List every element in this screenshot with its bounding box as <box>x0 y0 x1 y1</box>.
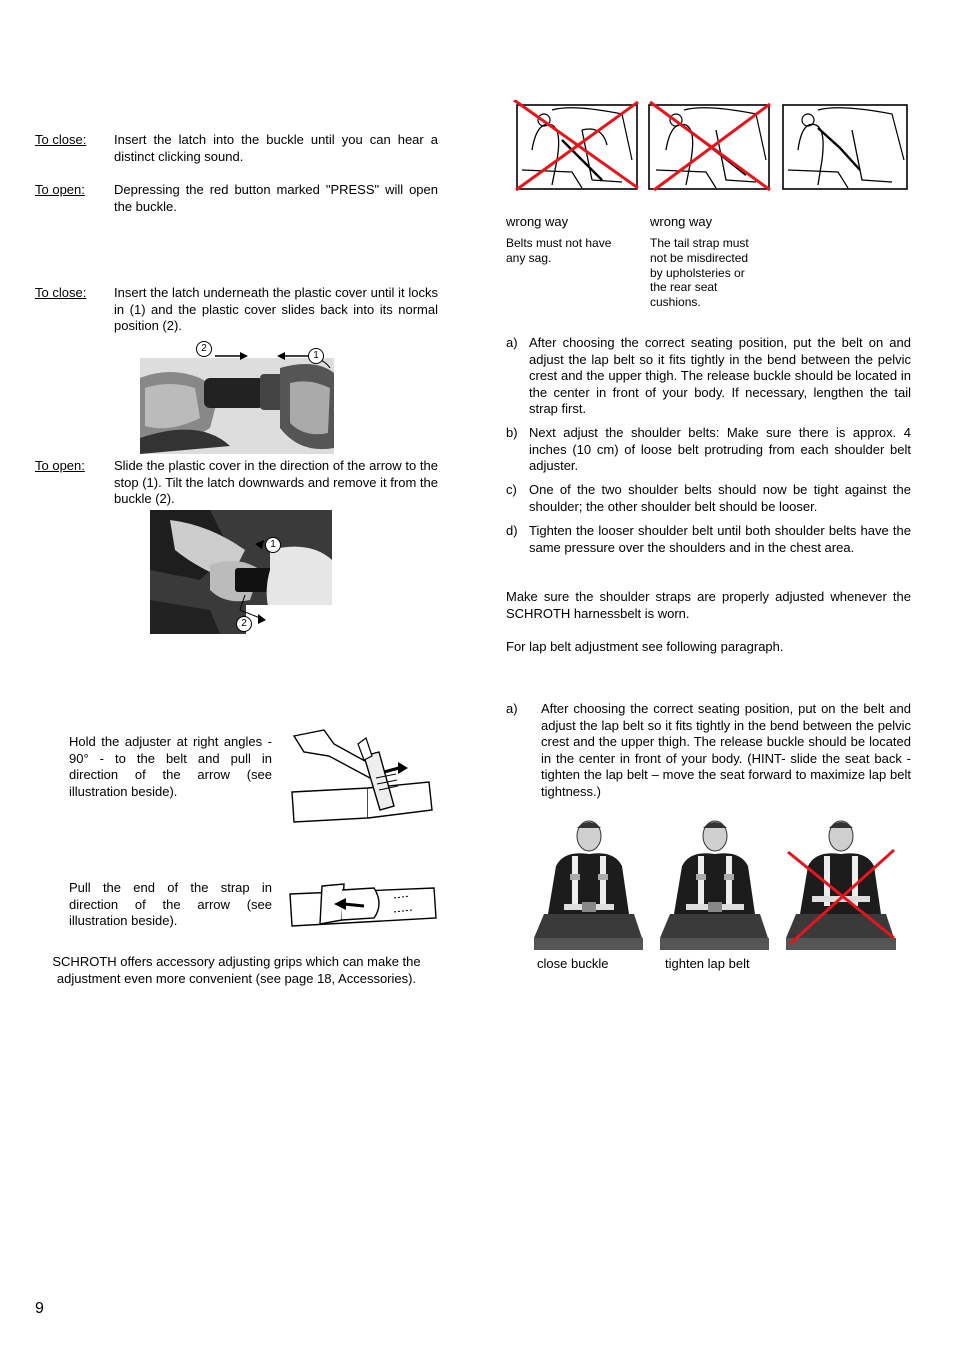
marker-1: 1 <box>265 537 281 553</box>
list-item <box>506 335 911 419</box>
marker-2: 2 <box>196 341 212 357</box>
car-seat-wrong-sag-illustration <box>512 100 642 195</box>
list-text: One of the two shoulder belts should now be tight against the shoulder; the other shoulder belt should be looser. <box>529 482 911 514</box>
car-seat-correct-illustration <box>780 100 914 195</box>
list-letter: c) <box>506 482 517 497</box>
adjusting-grips-note: SCHROTH offers accessory adjusting grips which can make the adjustment even more convenient (see page 18, Accessories). <box>52 954 421 986</box>
latch-open-illustration <box>150 510 332 634</box>
to-close-label: To close: <box>35 285 87 300</box>
latch-close-illustration <box>140 338 334 454</box>
buckle1-open-text: Depressing the red button marked "PRESS" will open the buckle. <box>114 182 438 214</box>
list-item <box>506 425 911 475</box>
caption-tighten-lap-belt: tighten lap belt <box>665 956 750 971</box>
tighten-lap-belt-photo <box>660 814 769 950</box>
adjuster-tighten-illustration <box>284 876 438 946</box>
adjuster-loosen-illustration <box>284 726 438 824</box>
list-item <box>506 482 911 516</box>
shoulder-straps-reminder: Make sure the shoulder straps are properly adjusted whenever the SCHROTH harnessbelt is worn. <box>506 589 911 621</box>
list-letter: d) <box>506 523 518 538</box>
list-text: After choosing the correct seating position, put the belt on and adjust the lap belt so it fits tightly in the bend between the pelvic crest and the upper thigh. The release buckle should be located in the center in front of your body. If necessary, lengthen the tail strap first. <box>529 335 911 416</box>
caption-wrong-way-1: wrong way <box>506 214 569 229</box>
buckle2-close-text: Insert the latch underneath the plastic cover until it locks in (1) and the plastic cover slides back into its normal position (2). <box>114 285 438 333</box>
adjuster-loosen-text: Hold the adjuster at right angles - 90° - to the belt and pull in direction of the arrow (see illustration beside). <box>69 734 272 799</box>
buckle1-close-text: Insert the latch into the buckle until you can hear a distinct clicking sound. <box>114 132 438 164</box>
to-open-label: To open: <box>35 458 85 473</box>
buckle2-open-text: Slide the plastic cover in the direction of the arrow to the stop (1). Tilt the latch downwards and remove it from the buckle (2). <box>114 458 438 506</box>
marker-1: 1 <box>308 348 324 364</box>
list-letter: a) <box>506 335 518 350</box>
marker-2: 2 <box>236 616 252 632</box>
list-letter: a) <box>506 701 518 716</box>
list-text: Tighten the looser shoulder belt until both shoulder belts have the same pressure over the shoulders and in the chest area. <box>529 523 911 555</box>
close-buckle-photo <box>534 814 643 950</box>
list-item <box>506 701 911 801</box>
caption-wrong-way-2: wrong way <box>650 214 713 229</box>
list-text: Next adjust the shoulder belts: Make sure there is approx. 4 inches (10 cm) of loose belt protruding from each shoulder belt adjuster. <box>529 425 911 473</box>
caption-desc-2: The tail strap must not be misdirected by upholsteries or the rear seat cushions. <box>650 236 749 310</box>
list-text: After choosing the correct seating position, put on the belt and adjust the lap belt so it fits tightly in the bend between the pelvic crest and the upper thigh. The release buckle should be located in the center in front of your body. (HINT- slide the seat back - tighten the lap belt – move the seat forward to maximize lap belt tightness.) <box>541 701 911 799</box>
lap-belt-reference: For lap belt adjustment see following paragraph. <box>506 639 784 654</box>
caption-close-buckle: close buckle <box>537 956 609 971</box>
page-number: 9 <box>35 1300 44 1317</box>
to-close-label: To close: <box>35 132 87 147</box>
adjuster-tighten-text: Pull the end of the strap in direction of the arrow (see illustration beside). <box>69 880 272 928</box>
list-item <box>506 523 911 573</box>
to-open-label: To open: <box>35 182 85 197</box>
caption-desc-1: Belts must not have any sag. <box>506 236 612 265</box>
car-seat-wrong-tail-illustration <box>646 100 774 195</box>
wrong-posture-photo <box>786 814 896 950</box>
list-letter: b) <box>506 425 518 440</box>
